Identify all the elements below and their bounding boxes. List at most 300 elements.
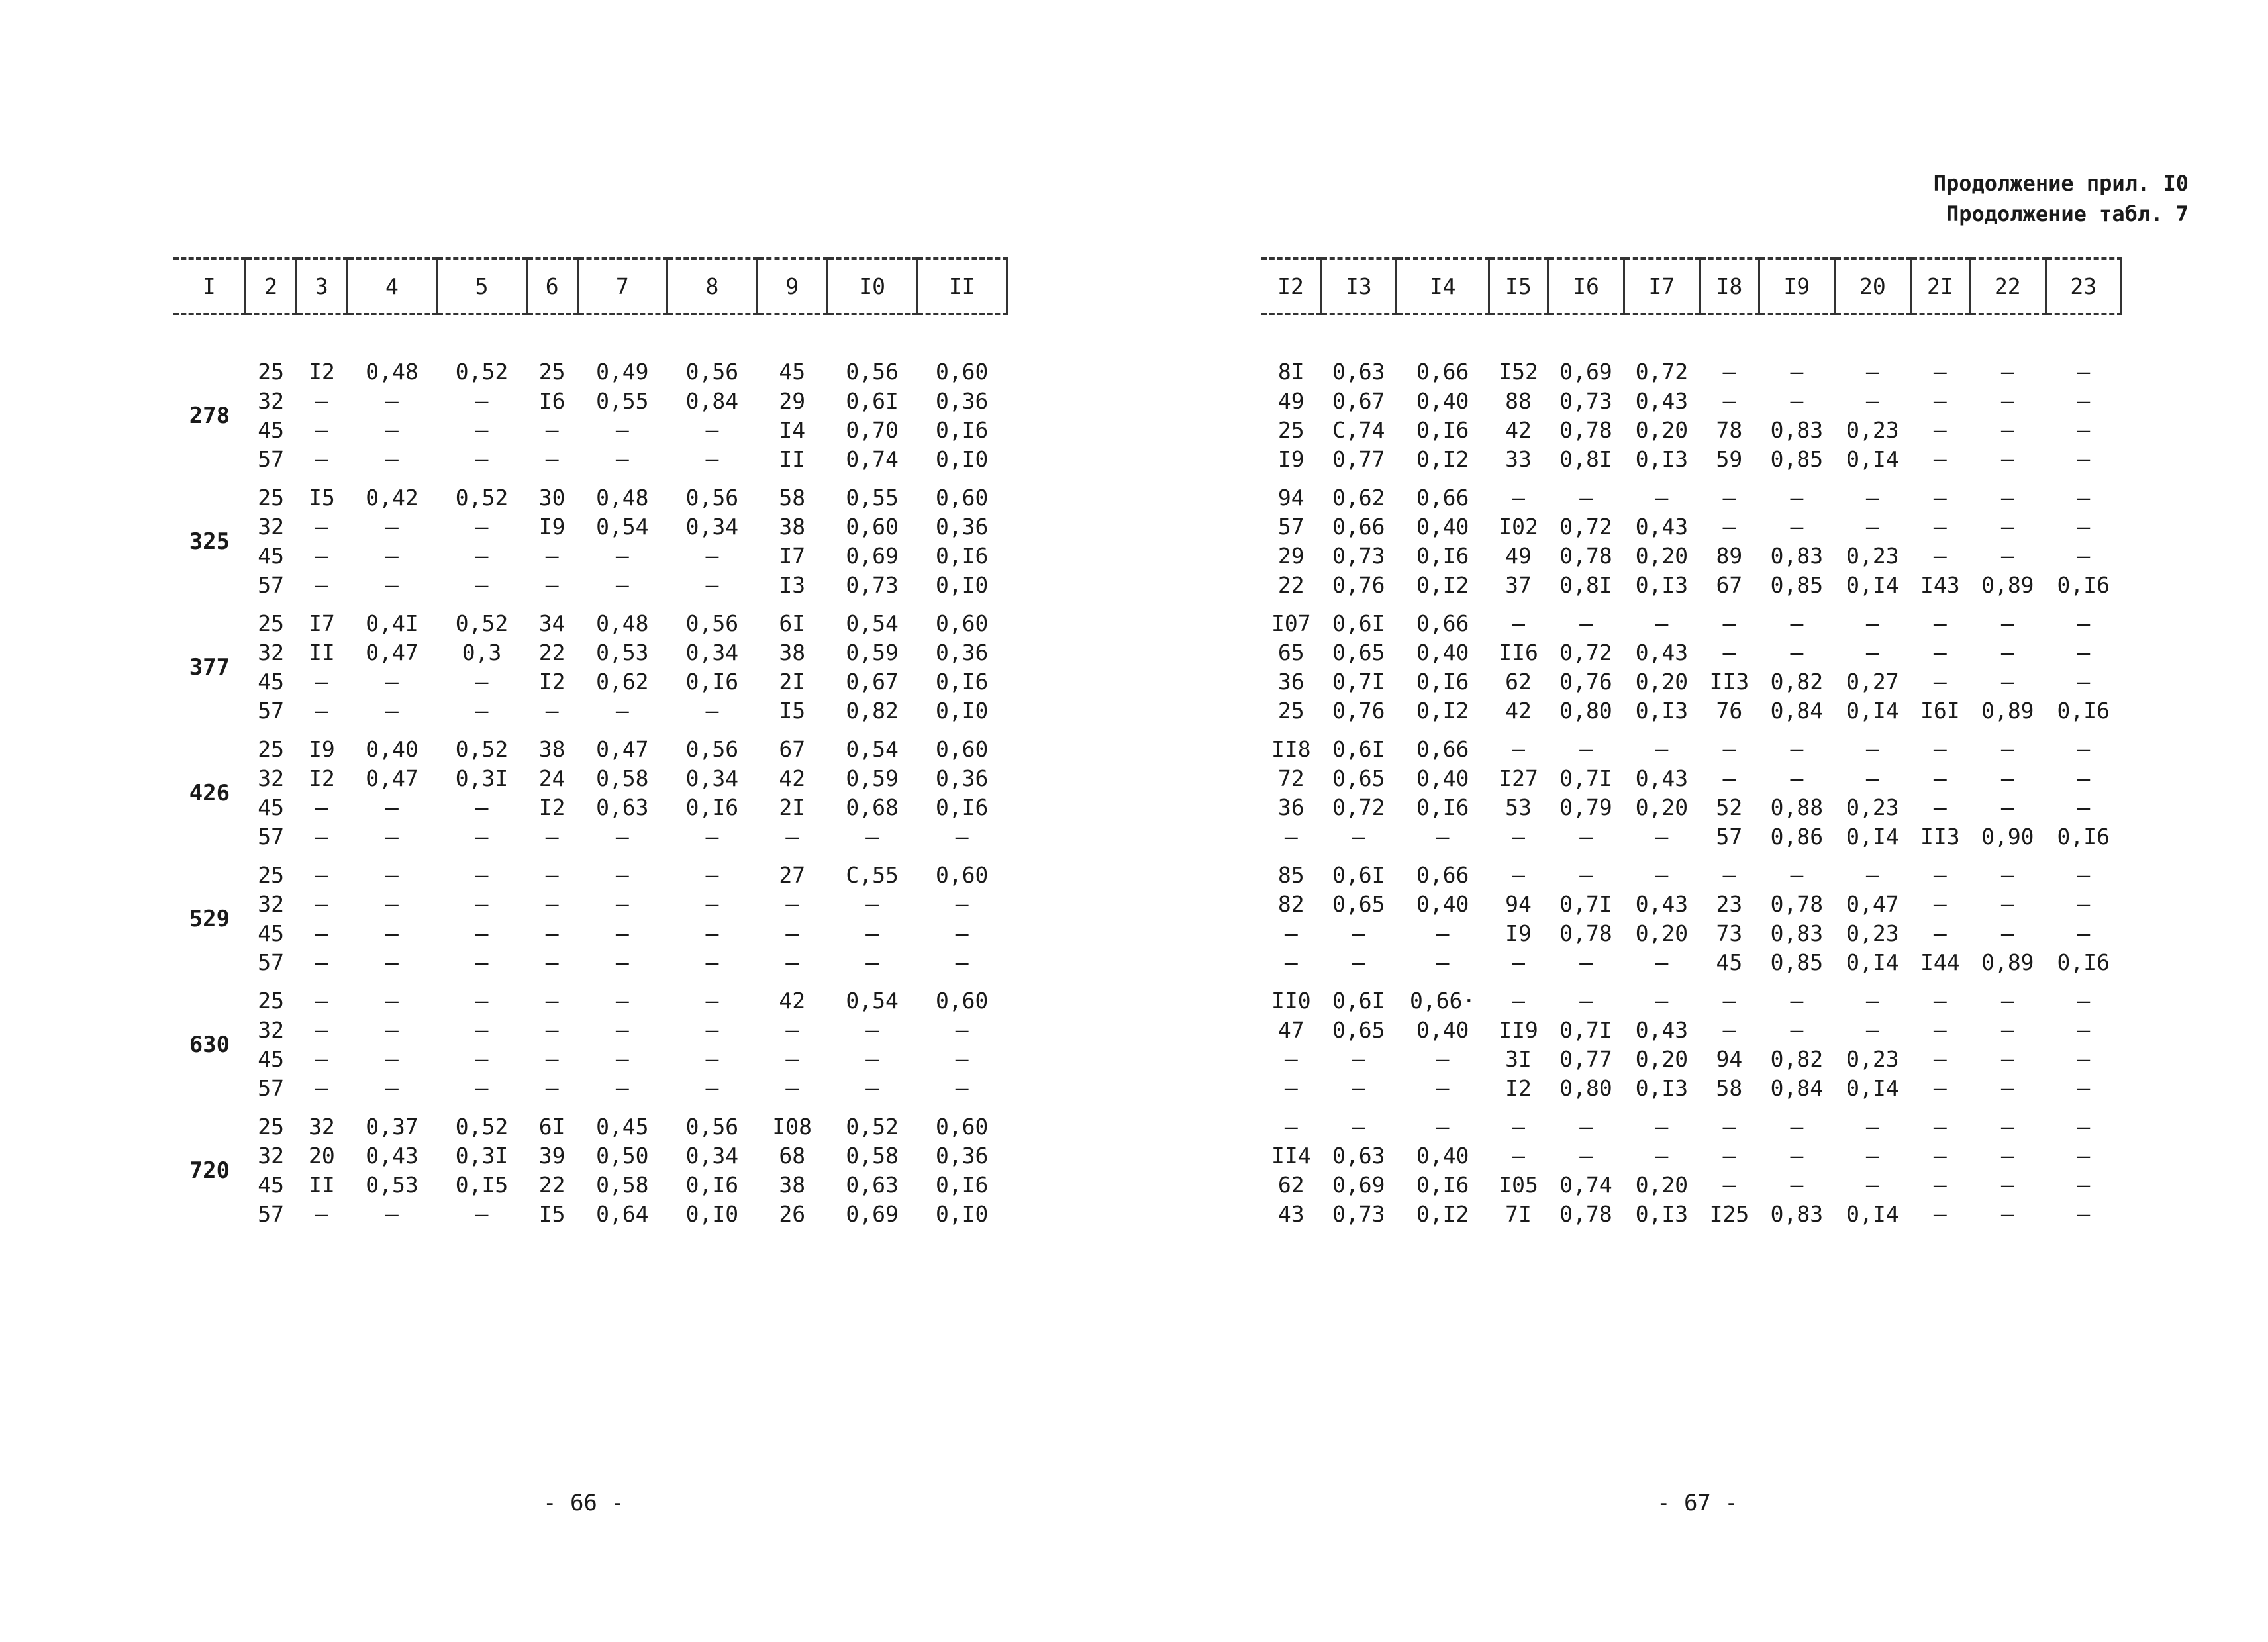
table-cell: — [615,862,629,888]
table-cell: 0,23 [1846,543,1899,569]
table-cell: — [955,1075,969,1101]
table-cell: — [705,572,719,598]
table-cell: 0,6I [1332,736,1385,762]
table-cell: — [1865,1172,1879,1198]
table-cell: — [2000,1201,2014,1227]
table-cell: — [705,824,719,849]
table-cell: — [1790,514,1804,540]
table-cell: 0,I0 [935,446,989,472]
table-cell: 0,I4 [1846,824,1899,849]
table-cell: 25 [258,988,285,1014]
table-cell: 0,40 [1416,388,1469,414]
table-left [173,257,1008,1229]
table-cell: — [475,417,489,443]
table-cell: 0,43 [1635,514,1689,540]
table-row [1261,861,2122,890]
table-cell: — [315,698,328,724]
table-cell: 0,49 [596,359,649,385]
table-cell: 0,82 [1770,669,1824,695]
table-cell: 0,7I [1332,669,1385,695]
table-cell: — [315,572,328,598]
table-cell: — [1790,736,1804,762]
table-cell: 0,I6 [685,795,739,820]
table-cell: 32 [258,891,285,917]
table-cell: I3 [779,572,806,598]
table-cell: 0,63 [846,1172,899,1198]
table-cell: 67 [779,736,806,762]
table-cell: I02 [1499,514,1538,540]
table-cell: 0,80 [1559,1075,1612,1101]
table-cell: 65 [1277,640,1305,665]
table-cell: 57 [258,1075,285,1101]
table-row [173,793,1007,822]
table-cell: 0,60 [935,862,989,888]
table-cell: — [865,891,879,917]
table-cell: — [865,824,879,849]
table-cell: — [385,920,399,946]
column-header: II [917,258,1007,314]
table-cell: — [1722,640,1736,665]
table-cell: — [1933,1172,1947,1198]
table-cell: 0,I6 [2057,949,2110,975]
table-cell: — [385,795,399,820]
table-cell: — [785,891,799,917]
table-cell: 0,83 [1770,417,1824,443]
table-cell: — [545,572,559,598]
table-cell: — [1655,824,1669,849]
table-cell: 32 [258,514,285,540]
table-cell: 0,64 [596,1201,649,1227]
table-cell: — [1655,1114,1669,1139]
table-cell: II8 [1271,736,1311,762]
table-cell: 89 [1716,543,1743,569]
table-cell: 0,60 [935,988,989,1014]
table-cell: — [475,1017,489,1043]
column-header: 6 [526,258,577,314]
table-cell: — [475,669,489,695]
table-cell: 0,78 [1559,920,1612,946]
table-cell: 0,40 [366,736,419,762]
table-cell: 0,90 [1981,824,2034,849]
table-cell: 0,36 [935,765,989,791]
table-cell: 0,23 [1846,920,1899,946]
table-cell: 0,48 [596,485,649,510]
table-cell: — [475,949,489,975]
table-cell: 25 [258,610,285,636]
table-cell: — [315,1075,328,1101]
group-gap [173,726,1007,735]
table-cell: 0,48 [596,610,649,636]
table-cell: 0,I4 [1846,949,1899,975]
table-cell: — [2077,862,2091,888]
table-cell: — [1284,920,1298,946]
table-cell: — [545,891,559,917]
table-cell: 38 [538,736,566,762]
table-cell: — [1512,736,1525,762]
table-cell: 94 [1716,1046,1743,1072]
table-cell: 0,78 [1559,417,1612,443]
table-row [1261,948,2122,977]
table-cell: 0,6I [846,388,899,414]
table-cell: 0,I6 [935,417,989,443]
table-cell: 0,37 [366,1114,419,1139]
table-cell: C,55 [846,862,899,888]
table-cell: 0,66 [1416,485,1469,510]
table-cell: 0,80 [1559,698,1612,724]
table-cell: — [2077,514,2091,540]
table-cell: — [1933,1114,1947,1139]
group-gap [1261,474,2122,483]
column-header: 2 [246,258,297,314]
table-cell: 57 [258,824,285,849]
table-row [173,358,1007,387]
table-cell: 22 [538,640,566,665]
table-row [1261,1171,2122,1200]
table-cell: 0,40 [1416,891,1469,917]
table-cell: 0,62 [1332,485,1385,510]
table-cell: — [315,417,328,443]
table-row [1261,793,2122,822]
table-cell: 0,I2 [1416,698,1469,724]
table-cell: — [705,891,719,917]
table-cell: — [2077,988,2091,1014]
table-cell: — [545,1046,559,1072]
table-cell: 0,63 [596,795,649,820]
table-cell: — [1865,640,1879,665]
table-cell: 85 [1277,862,1305,888]
table-cell: — [385,1046,399,1072]
table-cell: — [1790,988,1804,1014]
table-cell: 42 [779,765,806,791]
table-cell: — [615,949,629,975]
table-row [1261,1200,2122,1229]
table-cell: I52 [1499,359,1538,385]
table-cell: — [1655,1143,1669,1169]
table-row [173,697,1007,726]
table-cell: 0,82 [1770,1046,1824,1072]
column-header: I [173,258,246,314]
column-header: I0 [827,258,917,314]
table-cell: 0,56 [685,485,739,510]
table-cell: — [385,572,399,598]
column-header: I2 [1261,258,1321,314]
table-cell: 0,76 [1332,698,1385,724]
table-cell: — [2000,1046,2014,1072]
table-cell: 88 [1505,388,1532,414]
table-cell: 0,60 [935,359,989,385]
table-cell: — [1436,824,1450,849]
table-cell: 0,79 [1559,795,1612,820]
table-row [173,1074,1007,1103]
table-cell: — [1579,610,1593,636]
table-cell: 62 [1277,1172,1305,1198]
table-cell: 0,I0 [935,698,989,724]
table-cell: 0,20 [1635,1172,1689,1198]
table-cell: — [2000,1143,2014,1169]
table-cell: 0,I6 [1416,669,1469,695]
table-cell: — [545,1017,559,1043]
table-cell: 0,I6 [935,795,989,820]
table-cell: 0,I4 [1846,698,1899,724]
table-cell: — [615,446,629,472]
table-cell: 0,I6 [935,669,989,695]
table-cell: — [705,698,719,724]
table-cell: — [1284,1114,1298,1139]
table-cell: — [315,949,328,975]
table-cell: I6 [538,388,566,414]
table-cell: — [315,824,328,849]
group-gap [173,474,1007,483]
table-cell: 38 [779,514,806,540]
table-cell: — [1933,388,1947,414]
table-cell: — [785,1075,799,1101]
table-cell: 0,40 [1416,1017,1469,1043]
continuation-appendix: Продолжение прил. I0 [1933,171,2189,196]
table-cell: — [2077,1201,2091,1227]
table-cell: 0,6I [1332,862,1385,888]
table-cell: — [2000,765,2014,791]
table-cell: — [2077,765,2091,791]
table-row [173,1171,1007,1200]
table-row [173,890,1007,919]
table-cell: — [1722,765,1736,791]
table-cell: — [475,514,489,540]
table-cell: 0,85 [1770,446,1824,472]
table-cell: 0,52 [455,610,509,636]
table-left-header [173,258,1007,314]
table-cell: — [315,514,328,540]
table-cell: — [1722,359,1736,385]
table-cell: 62 [1505,669,1532,695]
table-cell: — [1933,640,1947,665]
group-gap [173,851,1007,861]
table-cell: 94 [1277,485,1305,510]
table-cell: 0,I6 [2057,824,2110,849]
table-cell: 0,47 [1846,891,1899,917]
table-cell: — [1352,1075,1365,1101]
table-cell: — [1655,485,1669,510]
table-cell: — [1933,1143,1947,1169]
table-cell: II4 [1271,1143,1311,1169]
table-cell: 76 [1716,698,1743,724]
table-cell: 0,53 [366,1172,419,1198]
table-cell: — [2077,1114,2091,1139]
table-row [173,822,1007,851]
table-cell: 0,58 [596,765,649,791]
table-cell: 42 [1505,698,1532,724]
table-cell: — [315,446,328,472]
table-cell: 37 [1505,572,1532,598]
table-cell: — [1579,824,1593,849]
table-cell: 0,66 [1416,736,1469,762]
table-cell: — [1352,920,1365,946]
table-cell: — [315,543,328,569]
table-cell: — [615,698,629,724]
table-cell: 0,47 [366,640,419,665]
group-gap [1261,1103,2122,1112]
table-cell: — [315,1201,328,1227]
table-cell: 0,84 [685,388,739,414]
continuation-table: Продолжение табл. 7 [1946,201,2189,226]
table-cell: 0,20 [1635,1046,1689,1072]
table-cell: — [2077,388,2091,414]
table-cell: 0,69 [846,543,899,569]
table-cell: 57 [258,446,285,472]
table-cell: — [705,988,719,1014]
table-cell: — [385,1075,399,1101]
table-cell: 36 [1277,669,1305,695]
table-cell: — [1512,988,1525,1014]
table-cell: 0,63 [1332,359,1385,385]
table-cell: — [1352,949,1365,975]
table-row [173,948,1007,977]
table-row [173,1045,1007,1074]
table-cell: — [705,1075,719,1101]
table-cell: — [705,543,719,569]
table-cell: — [2077,891,2091,917]
table-cell: 0,77 [1332,446,1385,472]
table-cell: — [315,669,328,695]
table-row [173,416,1007,445]
table-cell: 39 [538,1143,566,1169]
table-cell: — [1865,1114,1879,1139]
table-cell: 57 [258,949,285,975]
table-cell: — [615,988,629,1014]
table-cell: I27 [1499,765,1538,791]
table-cell: — [2077,1143,2091,1169]
table-cell: — [1933,446,1947,472]
table-cell: 0,83 [1770,920,1824,946]
table-cell: — [1655,862,1669,888]
table-cell: — [2077,795,2091,820]
table-row [1261,571,2122,600]
table-cell: — [1579,1143,1593,1169]
group-gap [173,600,1007,609]
table-cell: 0,59 [846,765,899,791]
table-cell: I5 [779,698,806,724]
table-cell: 0,23 [1846,417,1899,443]
table-cell: 42 [1505,417,1532,443]
table-cell: — [1790,388,1804,414]
table-row [1261,445,2122,474]
table-cell: — [615,824,629,849]
table-cell: — [2000,417,2014,443]
table-cell: 34 [538,610,566,636]
table-cell: 0,I3 [1635,1201,1689,1227]
table-cell: 6I [779,610,806,636]
table-cell: — [1790,640,1804,665]
table-cell: — [545,920,559,946]
table-cell: I43 [1920,572,1960,598]
table-cell: — [2077,446,2091,472]
table-cell: — [955,891,969,917]
table-cell: — [1933,1046,1947,1072]
table-cell: — [2000,640,2014,665]
table-cell: — [1436,1114,1450,1139]
table-cell: — [1655,949,1669,975]
table-cell: 0,60 [846,514,899,540]
table-right-body [1261,314,2122,1229]
column-header: I6 [1548,258,1624,314]
table-cell: 0,65 [1332,1017,1385,1043]
table-row [173,667,1007,697]
table-cell: — [545,862,559,888]
table-cell: 0,I6 [685,1172,739,1198]
table-cell: 42 [779,988,806,1014]
table-cell: 0,20 [1635,795,1689,820]
table-cell: 25 [258,862,285,888]
table-cell: — [1512,862,1525,888]
table-cell: 52 [1716,795,1743,820]
table-cell: 0,66 [1416,610,1469,636]
table-row [173,609,1007,638]
table-cell: 0,66 [1332,514,1385,540]
table-cell: 0,73 [1559,388,1612,414]
table-cell: 0,47 [596,736,649,762]
table-cell: — [1512,1143,1525,1169]
table-right-header [1261,258,2122,314]
table-cell: 45 [258,1046,285,1072]
table-row [1261,1045,2122,1074]
table-cell: 0,66 [1416,862,1469,888]
group-gap [173,977,1007,987]
table-cell: — [1865,736,1879,762]
table-cell: — [1512,949,1525,975]
table-cell: — [615,1075,629,1101]
table-cell: — [1722,1017,1736,1043]
table-cell: 68 [779,1143,806,1169]
table-cell: — [865,1017,879,1043]
table-row [1261,358,2122,387]
table-cell: — [1865,514,1879,540]
table-cell: 57 [258,1201,285,1227]
table-cell: 58 [779,485,806,510]
table-cell: 0,52 [455,736,509,762]
table-row [1261,483,2122,512]
column-header: I4 [1397,258,1489,314]
table-row [173,387,1007,416]
table-cell: 0,I4 [1846,1075,1899,1101]
table-cell: I44 [1920,949,1960,975]
table-cell: 0,40 [1416,765,1469,791]
table-cell: — [785,1017,799,1043]
table-cell: — [2077,640,2091,665]
table-row [1261,764,2122,793]
table-cell: — [865,949,879,975]
table-cell: — [1933,988,1947,1014]
table-cell: — [1933,891,1947,917]
table-cell: 0,83 [1770,1201,1824,1227]
table-cell: 0,74 [846,446,899,472]
table-cell: I4 [779,417,806,443]
table-cell: — [1579,1114,1593,1139]
table-cell: 0,40 [1416,514,1469,540]
table-cell: 0,55 [846,485,899,510]
table-cell: 0,76 [1559,669,1612,695]
table-cell: — [615,417,629,443]
table-cell: 0,I6 [1416,795,1469,820]
table-cell: 0,77 [1559,1046,1612,1072]
table-cell: 25 [258,736,285,762]
column-header: 20 [1835,258,1910,314]
table-cell: — [2000,1017,2014,1043]
table-cell: 0,72 [1332,795,1385,820]
table-cell: 0,27 [1846,669,1899,695]
table-cell: — [2000,485,2014,510]
table-cell: — [2000,610,2014,636]
table-cell: 0,66· [1409,988,1476,1014]
table-cell: — [475,920,489,946]
